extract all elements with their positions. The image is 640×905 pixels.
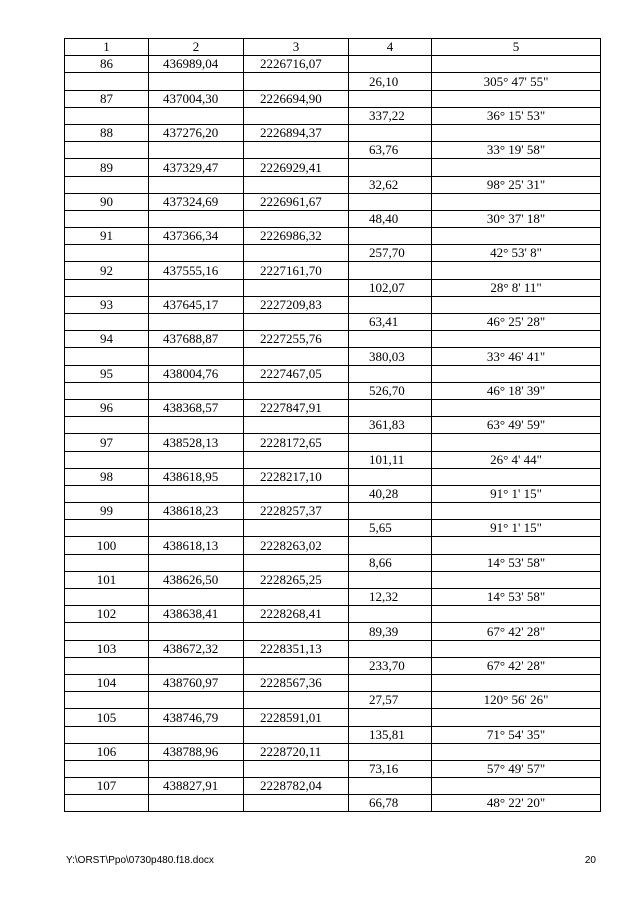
table-row <box>65 399 601 416</box>
y-coordinate-cell <box>244 554 349 571</box>
y-coordinate-cell <box>244 692 349 709</box>
point-number-cell <box>65 451 149 468</box>
table-header-row <box>65 39 601 56</box>
distance-cell <box>349 56 432 73</box>
table-row <box>65 124 601 141</box>
distance-cell <box>349 193 432 210</box>
bearing-cell <box>432 606 601 623</box>
table-row <box>65 142 601 159</box>
y-coordinate-cell <box>244 382 349 399</box>
table-row <box>65 193 601 210</box>
header-col-1: 1 <box>65 39 149 56</box>
point-number-cell: 107 <box>65 778 149 795</box>
distance-cell: 102,07 <box>349 279 432 296</box>
y-coordinate-cell: 2228265,25 <box>244 571 349 588</box>
y-coordinate-cell: 2226894,37 <box>244 124 349 141</box>
bearing-cell <box>432 228 601 245</box>
table-row <box>65 657 601 674</box>
point-number-cell: 86 <box>65 56 149 73</box>
bearing-cell <box>432 262 601 279</box>
table-row <box>65 210 601 227</box>
x-coordinate-cell <box>149 245 244 262</box>
point-number-cell: 93 <box>65 296 149 313</box>
point-number-cell <box>65 554 149 571</box>
y-coordinate-cell: 2228268,41 <box>244 606 349 623</box>
point-number-cell <box>65 176 149 193</box>
x-coordinate-cell <box>149 348 244 365</box>
point-number-cell: 89 <box>65 159 149 176</box>
table-row <box>65 245 601 262</box>
x-coordinate-cell <box>149 176 244 193</box>
y-coordinate-cell: 2227161,70 <box>244 262 349 279</box>
y-coordinate-cell: 2227467,05 <box>244 365 349 382</box>
distance-cell: 337,22 <box>349 107 432 124</box>
distance-cell: 361,83 <box>349 417 432 434</box>
x-coordinate-cell <box>149 73 244 90</box>
distance-cell: 380,03 <box>349 348 432 365</box>
table-row <box>65 56 601 73</box>
x-coordinate-cell <box>149 726 244 743</box>
point-number-cell: 104 <box>65 674 149 691</box>
footer-file-path: Y:\ORST\Ppo\0730p480.f18.docx <box>66 855 214 866</box>
x-coordinate-cell <box>149 107 244 124</box>
point-number-cell: 101 <box>65 571 149 588</box>
y-coordinate-cell: 2228782,04 <box>244 778 349 795</box>
bearing-cell: 26° 4' 44" <box>432 451 601 468</box>
table-row <box>65 674 601 691</box>
distance-cell <box>349 503 432 520</box>
bearing-cell: 63° 49' 59" <box>432 417 601 434</box>
y-coordinate-cell: 2228172,65 <box>244 434 349 451</box>
table-row <box>65 468 601 485</box>
x-coordinate-cell <box>149 451 244 468</box>
x-coordinate-cell <box>149 692 244 709</box>
table-row <box>65 709 601 726</box>
x-coordinate-cell <box>149 485 244 502</box>
point-number-cell: 106 <box>65 743 149 760</box>
x-coordinate-cell <box>149 210 244 227</box>
distance-cell <box>349 228 432 245</box>
x-coordinate-cell: 437688,87 <box>149 331 244 348</box>
x-coordinate-cell: 438638,41 <box>149 606 244 623</box>
x-coordinate-cell <box>149 382 244 399</box>
x-coordinate-cell: 438368,57 <box>149 399 244 416</box>
x-coordinate-cell <box>149 760 244 777</box>
distance-cell <box>349 468 432 485</box>
bearing-cell <box>432 159 601 176</box>
distance-cell: 66,78 <box>349 795 432 812</box>
y-coordinate-cell <box>244 520 349 537</box>
bearing-cell: 46° 25' 28" <box>432 314 601 331</box>
table-row <box>65 159 601 176</box>
y-coordinate-cell: 2228591,01 <box>244 709 349 726</box>
table-row <box>65 451 601 468</box>
x-coordinate-cell: 438618,23 <box>149 503 244 520</box>
bearing-cell: 67° 42' 28" <box>432 657 601 674</box>
header-col-5: 5 <box>432 39 601 56</box>
table-row <box>65 743 601 760</box>
x-coordinate-cell <box>149 520 244 537</box>
bearing-cell: 57° 49' 57" <box>432 760 601 777</box>
y-coordinate-cell: 2226929,41 <box>244 159 349 176</box>
x-coordinate-cell: 437645,17 <box>149 296 244 313</box>
y-coordinate-cell <box>244 657 349 674</box>
bearing-cell: 91° 1' 15" <box>432 485 601 502</box>
point-number-cell <box>65 760 149 777</box>
y-coordinate-cell <box>244 348 349 365</box>
bearing-cell <box>432 434 601 451</box>
x-coordinate-cell <box>149 657 244 674</box>
bearing-cell: 30° 37' 18" <box>432 210 601 227</box>
bearing-cell <box>432 674 601 691</box>
bearing-cell: 48° 22' 20" <box>432 795 601 812</box>
point-number-cell <box>65 245 149 262</box>
point-number-cell: 103 <box>65 640 149 657</box>
y-coordinate-cell: 2228263,02 <box>244 537 349 554</box>
y-coordinate-cell: 2226716,07 <box>244 56 349 73</box>
distance-cell <box>349 296 432 313</box>
point-number-cell: 94 <box>65 331 149 348</box>
y-coordinate-cell <box>244 485 349 502</box>
point-number-cell <box>65 520 149 537</box>
x-coordinate-cell: 438827,91 <box>149 778 244 795</box>
distance-cell: 73,16 <box>349 760 432 777</box>
y-coordinate-cell: 2227847,91 <box>244 399 349 416</box>
y-coordinate-cell <box>244 417 349 434</box>
bearing-cell: 120° 56' 26" <box>432 692 601 709</box>
table-row <box>65 692 601 709</box>
distance-cell <box>349 606 432 623</box>
table-body <box>65 56 601 812</box>
table-row <box>65 382 601 399</box>
point-number-cell <box>65 692 149 709</box>
x-coordinate-cell: 438618,13 <box>149 537 244 554</box>
distance-cell <box>349 331 432 348</box>
table-row <box>65 262 601 279</box>
distance-cell <box>349 709 432 726</box>
distance-cell: 233,70 <box>349 657 432 674</box>
table-row <box>65 331 601 348</box>
x-coordinate-cell: 436989,04 <box>149 56 244 73</box>
point-number-cell: 88 <box>65 124 149 141</box>
point-number-cell <box>65 210 149 227</box>
y-coordinate-cell <box>244 623 349 640</box>
coordinates-table <box>64 38 601 812</box>
table-row <box>65 417 601 434</box>
bearing-cell <box>432 365 601 382</box>
x-coordinate-cell <box>149 142 244 159</box>
distance-cell <box>349 674 432 691</box>
distance-cell <box>349 365 432 382</box>
x-coordinate-cell: 438760,97 <box>149 674 244 691</box>
point-number-cell: 91 <box>65 228 149 245</box>
table-row <box>65 176 601 193</box>
point-number-cell: 105 <box>65 709 149 726</box>
bearing-cell <box>432 56 601 73</box>
point-number-cell <box>65 623 149 640</box>
point-number-cell: 95 <box>65 365 149 382</box>
y-coordinate-cell <box>244 107 349 124</box>
point-number-cell <box>65 348 149 365</box>
bearing-cell: 71° 54' 35" <box>432 726 601 743</box>
distance-cell: 63,76 <box>349 142 432 159</box>
x-coordinate-cell: 437366,34 <box>149 228 244 245</box>
distance-cell: 32,62 <box>349 176 432 193</box>
point-number-cell <box>65 142 149 159</box>
y-coordinate-cell <box>244 245 349 262</box>
point-number-cell <box>65 589 149 606</box>
point-number-cell: 102 <box>65 606 149 623</box>
point-number-cell: 100 <box>65 537 149 554</box>
table-row <box>65 589 601 606</box>
y-coordinate-cell <box>244 142 349 159</box>
bearing-cell: 14° 53' 58" <box>432 589 601 606</box>
bearing-cell <box>432 468 601 485</box>
point-number-cell <box>65 382 149 399</box>
x-coordinate-cell: 438528,13 <box>149 434 244 451</box>
y-coordinate-cell: 2228720,11 <box>244 743 349 760</box>
point-number-cell <box>65 279 149 296</box>
table-row <box>65 726 601 743</box>
distance-cell <box>349 537 432 554</box>
y-coordinate-cell: 2227255,76 <box>244 331 349 348</box>
x-coordinate-cell: 438626,50 <box>149 571 244 588</box>
y-coordinate-cell <box>244 176 349 193</box>
table-row <box>65 503 601 520</box>
footer-page-number: 20 <box>584 855 596 866</box>
bearing-cell: 42° 53' 8" <box>432 245 601 262</box>
bearing-cell: 33° 19' 58" <box>432 142 601 159</box>
bearing-cell <box>432 503 601 520</box>
table-row <box>65 314 601 331</box>
bearing-cell <box>432 399 601 416</box>
table-row <box>65 778 601 795</box>
x-coordinate-cell: 437329,47 <box>149 159 244 176</box>
y-coordinate-cell: 2226694,90 <box>244 90 349 107</box>
point-number-cell: 92 <box>65 262 149 279</box>
distance-cell <box>349 571 432 588</box>
distance-cell: 101,11 <box>349 451 432 468</box>
y-coordinate-cell: 2228351,13 <box>244 640 349 657</box>
x-coordinate-cell: 438004,76 <box>149 365 244 382</box>
x-coordinate-cell <box>149 589 244 606</box>
y-coordinate-cell <box>244 279 349 296</box>
table-row <box>65 760 601 777</box>
bearing-cell <box>432 709 601 726</box>
point-number-cell: 97 <box>65 434 149 451</box>
y-coordinate-cell <box>244 314 349 331</box>
distance-cell <box>349 778 432 795</box>
bearing-cell <box>432 331 601 348</box>
point-number-cell <box>65 795 149 812</box>
bearing-cell: 305° 47' 55" <box>432 73 601 90</box>
table-row <box>65 228 601 245</box>
y-coordinate-cell <box>244 726 349 743</box>
distance-cell <box>349 640 432 657</box>
point-number-cell <box>65 417 149 434</box>
distance-cell <box>349 159 432 176</box>
distance-cell: 89,39 <box>349 623 432 640</box>
distance-cell: 48,40 <box>349 210 432 227</box>
y-coordinate-cell <box>244 760 349 777</box>
x-coordinate-cell <box>149 279 244 296</box>
x-coordinate-cell <box>149 795 244 812</box>
x-coordinate-cell: 438672,32 <box>149 640 244 657</box>
point-number-cell: 98 <box>65 468 149 485</box>
x-coordinate-cell: 437276,20 <box>149 124 244 141</box>
bearing-cell: 14° 53' 58" <box>432 554 601 571</box>
table-row <box>65 348 601 365</box>
x-coordinate-cell: 437004,30 <box>149 90 244 107</box>
y-coordinate-cell: 2227209,83 <box>244 296 349 313</box>
distance-cell <box>349 743 432 760</box>
table-row <box>65 107 601 124</box>
table-row <box>65 623 601 640</box>
header-col-4: 4 <box>349 39 432 56</box>
x-coordinate-cell <box>149 314 244 331</box>
y-coordinate-cell: 2226961,67 <box>244 193 349 210</box>
y-coordinate-cell <box>244 795 349 812</box>
point-number-cell <box>65 73 149 90</box>
bearing-cell: 98° 25' 31" <box>432 176 601 193</box>
distance-cell: 257,70 <box>349 245 432 262</box>
x-coordinate-cell: 437324,69 <box>149 193 244 210</box>
table-row <box>65 795 601 812</box>
y-coordinate-cell <box>244 210 349 227</box>
table-row <box>65 640 601 657</box>
bearing-cell <box>432 537 601 554</box>
distance-cell: 63,41 <box>349 314 432 331</box>
y-coordinate-cell: 2226986,32 <box>244 228 349 245</box>
x-coordinate-cell: 438618,95 <box>149 468 244 485</box>
header-col-2: 2 <box>149 39 244 56</box>
distance-cell: 26,10 <box>349 73 432 90</box>
point-number-cell <box>65 485 149 502</box>
x-coordinate-cell <box>149 417 244 434</box>
y-coordinate-cell: 2228217,10 <box>244 468 349 485</box>
table-row <box>65 90 601 107</box>
table-row <box>65 485 601 502</box>
distance-cell: 5,65 <box>349 520 432 537</box>
point-number-cell <box>65 726 149 743</box>
x-coordinate-cell: 438746,79 <box>149 709 244 726</box>
bearing-cell <box>432 193 601 210</box>
bearing-cell: 46° 18' 39" <box>432 382 601 399</box>
bearing-cell: 91° 1' 15" <box>432 520 601 537</box>
table-row <box>65 537 601 554</box>
y-coordinate-cell <box>244 73 349 90</box>
x-coordinate-cell: 438788,96 <box>149 743 244 760</box>
point-number-cell: 90 <box>65 193 149 210</box>
table-row <box>65 606 601 623</box>
y-coordinate-cell: 2228567,36 <box>244 674 349 691</box>
distance-cell <box>349 434 432 451</box>
table-row <box>65 520 601 537</box>
distance-cell: 40,28 <box>349 485 432 502</box>
x-coordinate-cell: 437555,16 <box>149 262 244 279</box>
distance-cell: 526,70 <box>349 382 432 399</box>
bearing-cell <box>432 778 601 795</box>
bearing-cell: 33° 46' 41" <box>432 348 601 365</box>
table-row <box>65 554 601 571</box>
point-number-cell: 96 <box>65 399 149 416</box>
table-row <box>65 365 601 382</box>
distance-cell <box>349 262 432 279</box>
bearing-cell <box>432 743 601 760</box>
x-coordinate-cell <box>149 623 244 640</box>
distance-cell: 8,66 <box>349 554 432 571</box>
point-number-cell <box>65 657 149 674</box>
y-coordinate-cell: 2228257,37 <box>244 503 349 520</box>
bearing-cell: 67° 42' 28" <box>432 623 601 640</box>
distance-cell <box>349 90 432 107</box>
bearing-cell <box>432 90 601 107</box>
bearing-cell <box>432 124 601 141</box>
point-number-cell: 87 <box>65 90 149 107</box>
distance-cell <box>349 124 432 141</box>
x-coordinate-cell <box>149 554 244 571</box>
bearing-cell: 36° 15' 53" <box>432 107 601 124</box>
table-row <box>65 296 601 313</box>
y-coordinate-cell <box>244 451 349 468</box>
table-row <box>65 279 601 296</box>
point-number-cell <box>65 107 149 124</box>
table-row <box>65 571 601 588</box>
point-number-cell: 99 <box>65 503 149 520</box>
header-col-3: 3 <box>244 39 349 56</box>
table-row <box>65 434 601 451</box>
distance-cell: 135,81 <box>349 726 432 743</box>
bearing-cell <box>432 571 601 588</box>
bearing-cell: 28° 8' 11" <box>432 279 601 296</box>
y-coordinate-cell <box>244 589 349 606</box>
point-number-cell <box>65 314 149 331</box>
table-row <box>65 73 601 90</box>
distance-cell <box>349 399 432 416</box>
distance-cell: 12,32 <box>349 589 432 606</box>
bearing-cell <box>432 640 601 657</box>
distance-cell: 27,57 <box>349 692 432 709</box>
bearing-cell <box>432 296 601 313</box>
